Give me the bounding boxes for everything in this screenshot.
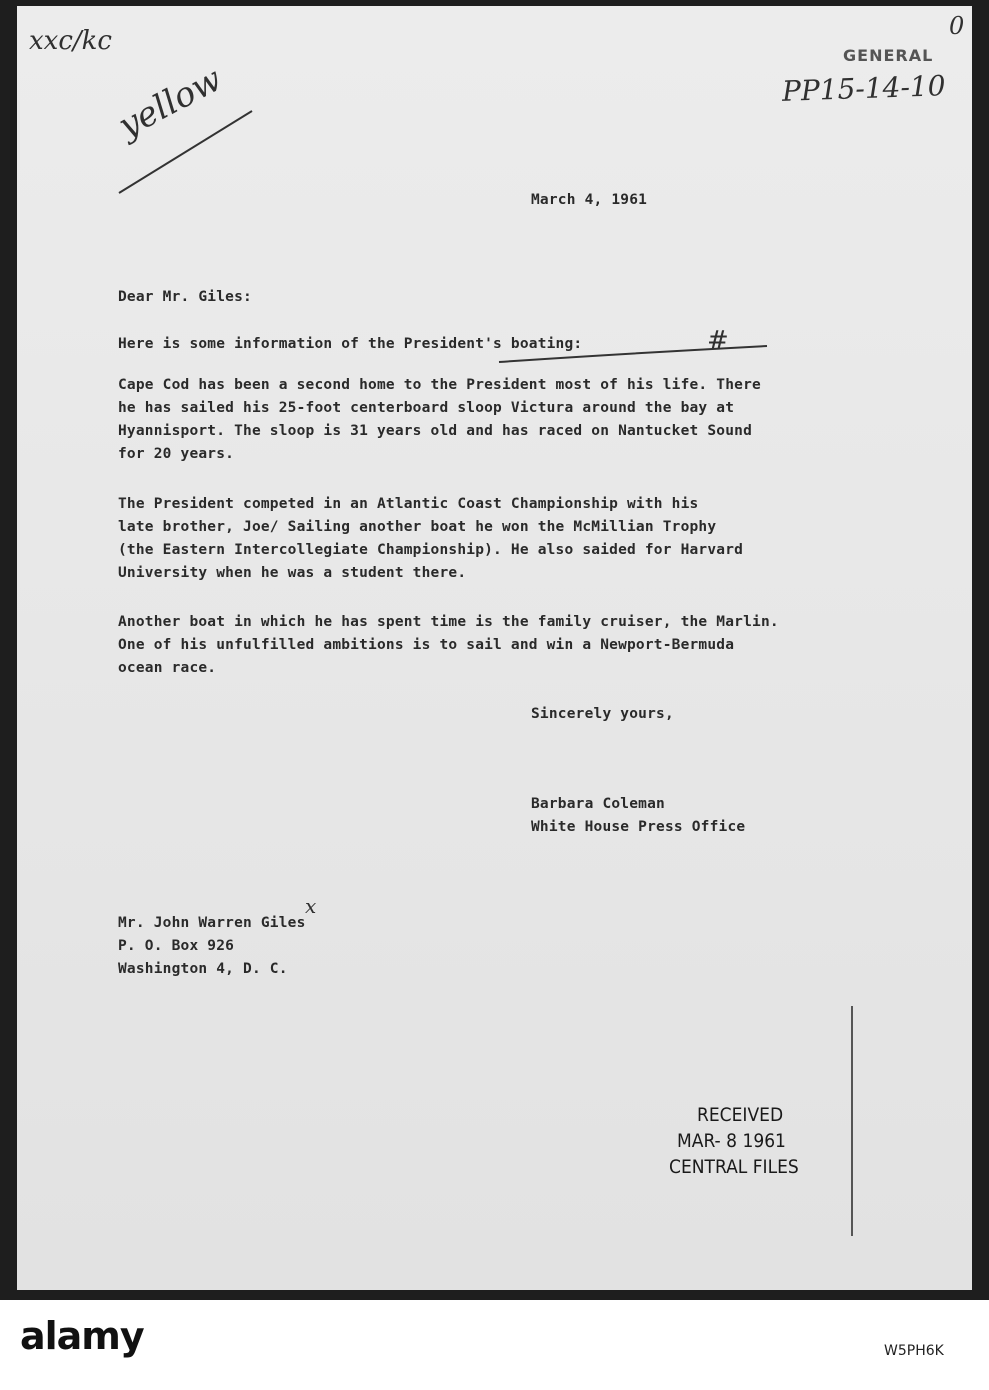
address-line: P. O. Box 926 bbox=[118, 938, 235, 954]
handwritten-file-code: PP15-14-10 bbox=[781, 69, 947, 108]
recipient-address bbox=[118, 912, 306, 981]
handwritten-yellow: yellow bbox=[112, 59, 229, 147]
intro-underline bbox=[497, 342, 777, 366]
letter-page bbox=[17, 6, 972, 1290]
signature-office: White House Press Office bbox=[531, 819, 746, 835]
received-stamp-line2: MAR- 8 1961 bbox=[677, 1130, 786, 1152]
closing: Sincerely yours, bbox=[531, 706, 674, 722]
letter-date: March 4, 1961 bbox=[531, 192, 648, 208]
paragraph-line: for 20 years. bbox=[118, 446, 235, 462]
paragraph-line: late brother, Joe/ Sailing another boat he won the McMillian Trophy bbox=[118, 519, 717, 535]
general-stamp: GENERAL bbox=[843, 46, 934, 65]
received-stamp-line3: CENTRAL FILES bbox=[669, 1156, 799, 1178]
paragraph-championship bbox=[118, 493, 743, 585]
paragraph-line: Cape Cod has been a second home to the President most of his life. There bbox=[118, 377, 761, 393]
address-mark: x bbox=[305, 894, 317, 918]
paragraph-line: ocean race. bbox=[118, 660, 217, 676]
address-line: Washington 4, D. C. bbox=[118, 961, 288, 977]
image-id: W5PH6K bbox=[884, 1343, 944, 1359]
paragraph-line: The President competed in an Atlantic Coast Championship with his bbox=[118, 496, 699, 512]
paragraph-line: he has sailed his 25-foot centerboard sloop Victura around the bay at bbox=[118, 400, 735, 416]
paragraph-cape-cod bbox=[118, 374, 761, 466]
paragraph-line: One of his unfulfilled ambitions is to sail and win a Newport-Bermuda bbox=[118, 637, 735, 653]
address-line: Mr. John Warren Giles bbox=[118, 915, 306, 931]
signature-name: Barbara Coleman bbox=[531, 796, 665, 812]
handwritten-initials: xxc/kc bbox=[29, 26, 112, 56]
salutation: Dear Mr. Giles: bbox=[118, 289, 252, 305]
circled-number: 0 bbox=[949, 12, 965, 40]
paragraph-marlin bbox=[118, 611, 779, 680]
received-stamp-line1: RECEIVED bbox=[697, 1104, 784, 1126]
alamy-logo: alamy bbox=[20, 1314, 144, 1358]
watermark-footer bbox=[0, 1300, 989, 1390]
intro-line: Here is some information of the President's boating: bbox=[118, 336, 583, 352]
paragraph-line: University when he was a student there. bbox=[118, 565, 467, 581]
paragraph-line: Hyannisport. The sloop is 31 years old and has raced on Nantucket Sound bbox=[118, 423, 753, 439]
stamp-border bbox=[851, 1006, 853, 1236]
yellow-underline bbox=[117, 101, 257, 201]
handwritten-tick: # bbox=[707, 326, 729, 356]
paragraph-line: (the Eastern Intercollegiate Championship). He also saided for Harvard bbox=[118, 542, 744, 558]
paragraph-line: Another boat in which he has spent time is the family cruiser, the Marlin. bbox=[118, 614, 779, 630]
